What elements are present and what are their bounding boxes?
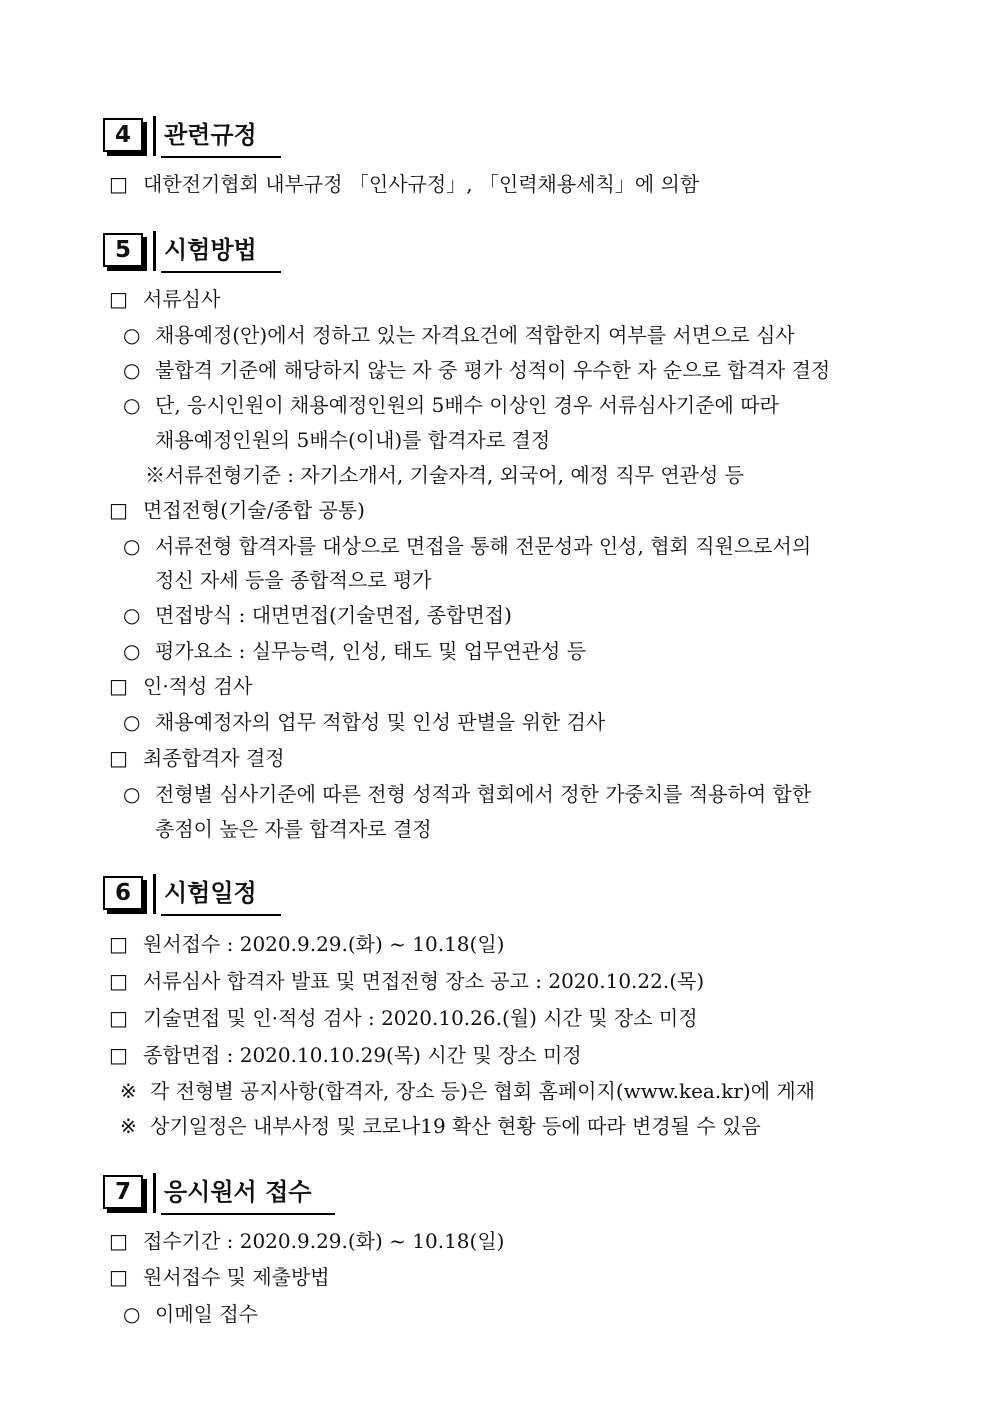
square-bullet-icon: □ [109,1006,128,1030]
bullet-line [109,1263,330,1291]
line-text: 이메일 접수 [155,1302,258,1326]
divider [153,231,156,271]
circle-line [123,321,795,349]
circle-bullet-icon: ○ [123,358,141,382]
square-bullet-icon: □ [109,674,128,698]
square-bullet-icon: □ [109,1229,128,1253]
line-text: ※서류전형기준 : 자기소개서, 기술자격, 외국어, 예정 직무 연관성 등 [145,463,744,487]
circle-line [123,708,605,736]
bullet-line [109,1227,504,1255]
line-text: 서류심사 합격자 발표 및 면접전형 장소 공고 : 2020.10.22.(목) [143,969,705,993]
bullet-line [109,1041,582,1069]
line-text: 면접전형(기술/종합 공통) [143,498,365,522]
bullet-line [109,285,220,313]
circle-bullet-icon: ○ [123,1302,141,1326]
line-text: 평가요소 : 실무능력, 인성, 태도 및 업무연관성 등 [155,639,587,663]
section-title: 관련규정 [161,118,281,158]
bullet-line [109,1004,698,1032]
line-text: 각 전형별 공지사항(합격자, 장소 등)은 협회 홈페이지(www.kea.kr)에 게재 [150,1079,816,1103]
circle-line [123,637,586,665]
square-bullet-icon: □ [109,498,128,522]
circle-bullet-icon: ○ [123,639,141,663]
line-text: 대한전기협회 내부규정 「인사규정」, 「인력채용세칙」에 의함 [143,172,700,196]
divider [153,116,156,156]
line-text: 인·적성 검사 [143,674,253,698]
line-text: 불합격 기준에 해당하지 않는 자 중 평가 성적이 우수한 자 순으로 합격자 결정 [155,358,831,382]
circle-line [123,532,811,560]
note-line [120,1077,815,1105]
section-number: 6 [103,876,143,910]
section-title: 시험방법 [161,233,281,273]
circle-bullet-icon: ○ [123,534,141,558]
line-text: 단, 응시인원이 채용예정인원의 5배수 이상인 경우 서류심사기준에 따라 [155,393,779,417]
line-text: 서류전형 합격자를 대상으로 면접을 통해 전문성과 인성, 협회 직원으로서의 [155,534,812,558]
line-text: 최종합격자 결정 [143,746,285,770]
line-text: 채용예정자의 업무 적합성 및 인성 판별을 위한 검사 [155,710,606,734]
reference-mark-icon: ※ [120,1114,137,1138]
square-bullet-icon: □ [109,172,128,196]
bullet-line [109,496,365,524]
line-text: 기술면접 및 인·적성 검사 : 2020.10.26.(월) 시간 및 장소 미정 [143,1006,698,1030]
bullet-line [109,170,699,198]
continuation-line [155,815,432,843]
square-bullet-icon: □ [109,287,128,311]
square-bullet-icon: □ [109,746,128,770]
section-number: 7 [103,1175,143,1209]
circle-bullet-icon: ○ [123,393,141,417]
line-text: 채용예정인원의 5배수(이내)를 합격자로 결정 [155,428,551,452]
note-line [145,461,744,489]
circle-line [123,356,830,384]
continuation-line [155,566,432,594]
line-text: 원서접수 및 제출방법 [143,1265,330,1289]
section-number: 4 [103,118,143,152]
line-text: 상기일정은 내부사정 및 코로나19 확산 현황 등에 따라 변경될 수 있음 [150,1114,761,1138]
square-bullet-icon: □ [109,1265,128,1289]
line-text: 서류심사 [143,287,221,311]
line-text: 원서접수 : 2020.9.29.(화) ~ 10.18(일) [143,932,505,956]
bullet-line [109,672,252,700]
line-text: 종합면접 : 2020.10.10.29(목) 시간 및 장소 미정 [143,1043,582,1067]
square-bullet-icon: □ [109,1043,128,1067]
circle-line [123,601,512,629]
bullet-line [109,967,704,995]
section-number: 5 [103,233,143,267]
line-text: 총점이 높은 자를 합격자로 결정 [155,817,432,841]
continuation-line [155,426,550,454]
circle-bullet-icon: ○ [123,603,141,627]
line-text: 정신 자세 등을 종합적으로 평가 [155,568,432,592]
reference-mark-icon: ※ [120,1079,137,1103]
note-line [120,1112,761,1140]
circle-bullet-icon: ○ [123,323,141,347]
circle-bullet-icon: ○ [123,710,141,734]
square-bullet-icon: □ [109,932,128,956]
section-title: 응시원서 접수 [161,1175,335,1215]
line-text: 접수기간 : 2020.9.29.(화) ~ 10.18(일) [143,1229,505,1253]
divider [153,874,156,914]
bullet-line [109,930,504,958]
circle-line [123,780,811,808]
circle-bullet-icon: ○ [123,782,141,806]
section-title: 시험일정 [161,876,281,916]
bullet-line [109,744,285,772]
line-text: 채용예정(안)에서 정하고 있는 자격요건에 적합한지 여부를 서면으로 심사 [155,323,795,347]
circle-line [123,391,779,419]
line-text: 전형별 심사기준에 따른 전형 성적과 협회에서 정한 가중치를 적용하여 합한 [155,782,812,806]
divider [153,1173,156,1213]
circle-line [123,1300,258,1328]
square-bullet-icon: □ [109,969,128,993]
line-text: 면접방식 : 대면면접(기술면접, 종합면접) [155,603,512,627]
